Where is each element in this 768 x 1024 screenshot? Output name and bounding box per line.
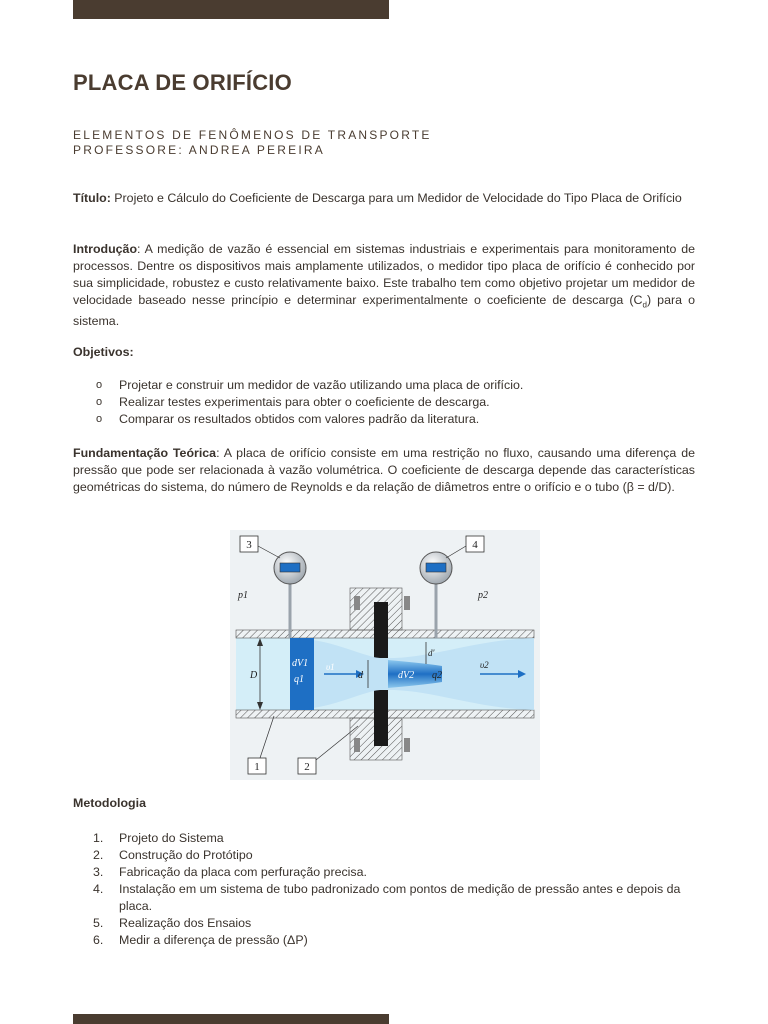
fundamentacao-text: : A placa de orifício consiste em uma restrição no fluxo, causando uma diferença de pressão que pode ser relacionada à vazão volumétrica. O coeficiente de descarga depende das características geométricas do sistema, do número de Reynolds e da relação de diâmetros entre o orifício e o tubo (β = d/D).	[73, 446, 695, 494]
orifice-plate-diagram	[230, 530, 540, 780]
list-item	[73, 915, 695, 932]
footer-decor-bar	[73, 1014, 389, 1024]
bullet-marker: o	[96, 413, 103, 425]
label-dV1: dV1	[292, 658, 309, 669]
step-text: Instalação em um sistema de tubo padronizado com pontos de medição de pressão antes e depois da placa.	[119, 882, 681, 913]
step-number: 1.	[93, 831, 104, 845]
bullet-marker: o	[96, 396, 103, 408]
step-text: Realização dos Ensaios	[119, 916, 252, 930]
step-text: Medir a diferença de pressão (ΔP)	[119, 933, 308, 947]
objetivos-heading: Objetivos:	[73, 345, 134, 359]
list-item	[73, 932, 695, 949]
callout-1: 1	[254, 761, 260, 773]
label-p2: p2	[478, 590, 488, 601]
callout-4: 4	[472, 539, 478, 551]
label-D: D	[250, 670, 258, 681]
list-item	[73, 377, 695, 394]
step-number: 5.	[93, 916, 104, 930]
step-number: 2.	[93, 848, 104, 862]
list-item	[73, 847, 695, 864]
label-dV2: dV2	[398, 670, 415, 681]
objetivos-list	[73, 377, 695, 428]
label-v2: υ2	[480, 660, 489, 670]
bolt-top-left	[354, 596, 360, 610]
titulo-paragraph	[73, 190, 695, 207]
titulo-text: Projeto e Cálculo do Coeficiente de Descarga para um Medidor de Velocidade do Tipo Placa de Orifício	[110, 191, 682, 205]
label-q1: q1	[294, 674, 304, 685]
list-item	[73, 864, 695, 881]
fundamentacao-paragraph	[73, 445, 695, 496]
list-item	[73, 394, 695, 411]
list-item	[73, 881, 695, 915]
callout-3: 3	[246, 539, 252, 551]
list-item-text: Projetar e construir um medidor de vazão utilizando uma placa de orifício.	[119, 378, 524, 392]
page-title: PLACA DE ORIFÍCIO	[73, 70, 292, 95]
introducao-text: : A medição de vazão é essencial em sistemas industriais e experimentais para monitoramento de processos. Dentre os dispositivos mais amplamente utilizados, o medidor tipo placa de orifício é conhecido por sua simplicidade, robustez e custo relativamente baixo. Este trabalho tem como objetivo projetar um medidor de velocidade baseado nesse princípio e determinar experimentalmente o coeficiente de descarga (C	[73, 242, 695, 307]
bolt-top-right	[404, 596, 410, 610]
titulo-label: Título:	[73, 191, 111, 205]
label-d: d	[358, 670, 363, 681]
course-name: ELEMENTOS DE FENÔMENOS DE TRANSPORTE	[73, 128, 432, 142]
label-q2: q2	[432, 670, 442, 681]
metodologia-list	[73, 830, 695, 949]
step-text: Projeto do Sistema	[119, 831, 224, 845]
list-item-text: Realizar testes experimentais para obter o coeficiente de descarga.	[119, 395, 490, 409]
bolt-bottom-left	[354, 738, 360, 752]
metodologia-heading: Metodologia	[73, 796, 146, 810]
professor-name: PROFESSORE: ANDREA PEREIRA	[73, 143, 325, 157]
fundamentacao-label: Fundamentação Teórica	[73, 446, 217, 460]
callout-2: 2	[304, 761, 310, 773]
bolt-bottom-right	[404, 738, 410, 752]
label-v1: υ1	[326, 662, 335, 672]
step-text: Construção do Protótipo	[119, 848, 253, 862]
header-decor-bar	[73, 0, 389, 19]
orifice-plate-bottom	[374, 690, 388, 746]
introducao-tail: ) para o sistema.	[73, 293, 695, 329]
step-number: 4.	[93, 882, 104, 896]
list-item-text: Comparar os resultados obtidos com valores padrão da literatura.	[119, 412, 480, 426]
course-subtitle	[73, 128, 432, 158]
orifice-plate-top	[374, 602, 388, 658]
step-number: 3.	[93, 865, 104, 879]
list-item	[73, 830, 695, 847]
step-text: Fabricação da placa com perfuração precisa.	[119, 865, 367, 879]
label-d-prime: d'	[428, 648, 435, 658]
introducao-label: Introdução	[73, 242, 138, 256]
label-p1: p1	[238, 590, 248, 601]
introducao-subscript: d	[642, 300, 647, 310]
list-item	[73, 411, 695, 428]
introducao-paragraph	[73, 241, 695, 330]
step-number: 6.	[93, 933, 104, 947]
bullet-marker: o	[96, 379, 103, 391]
